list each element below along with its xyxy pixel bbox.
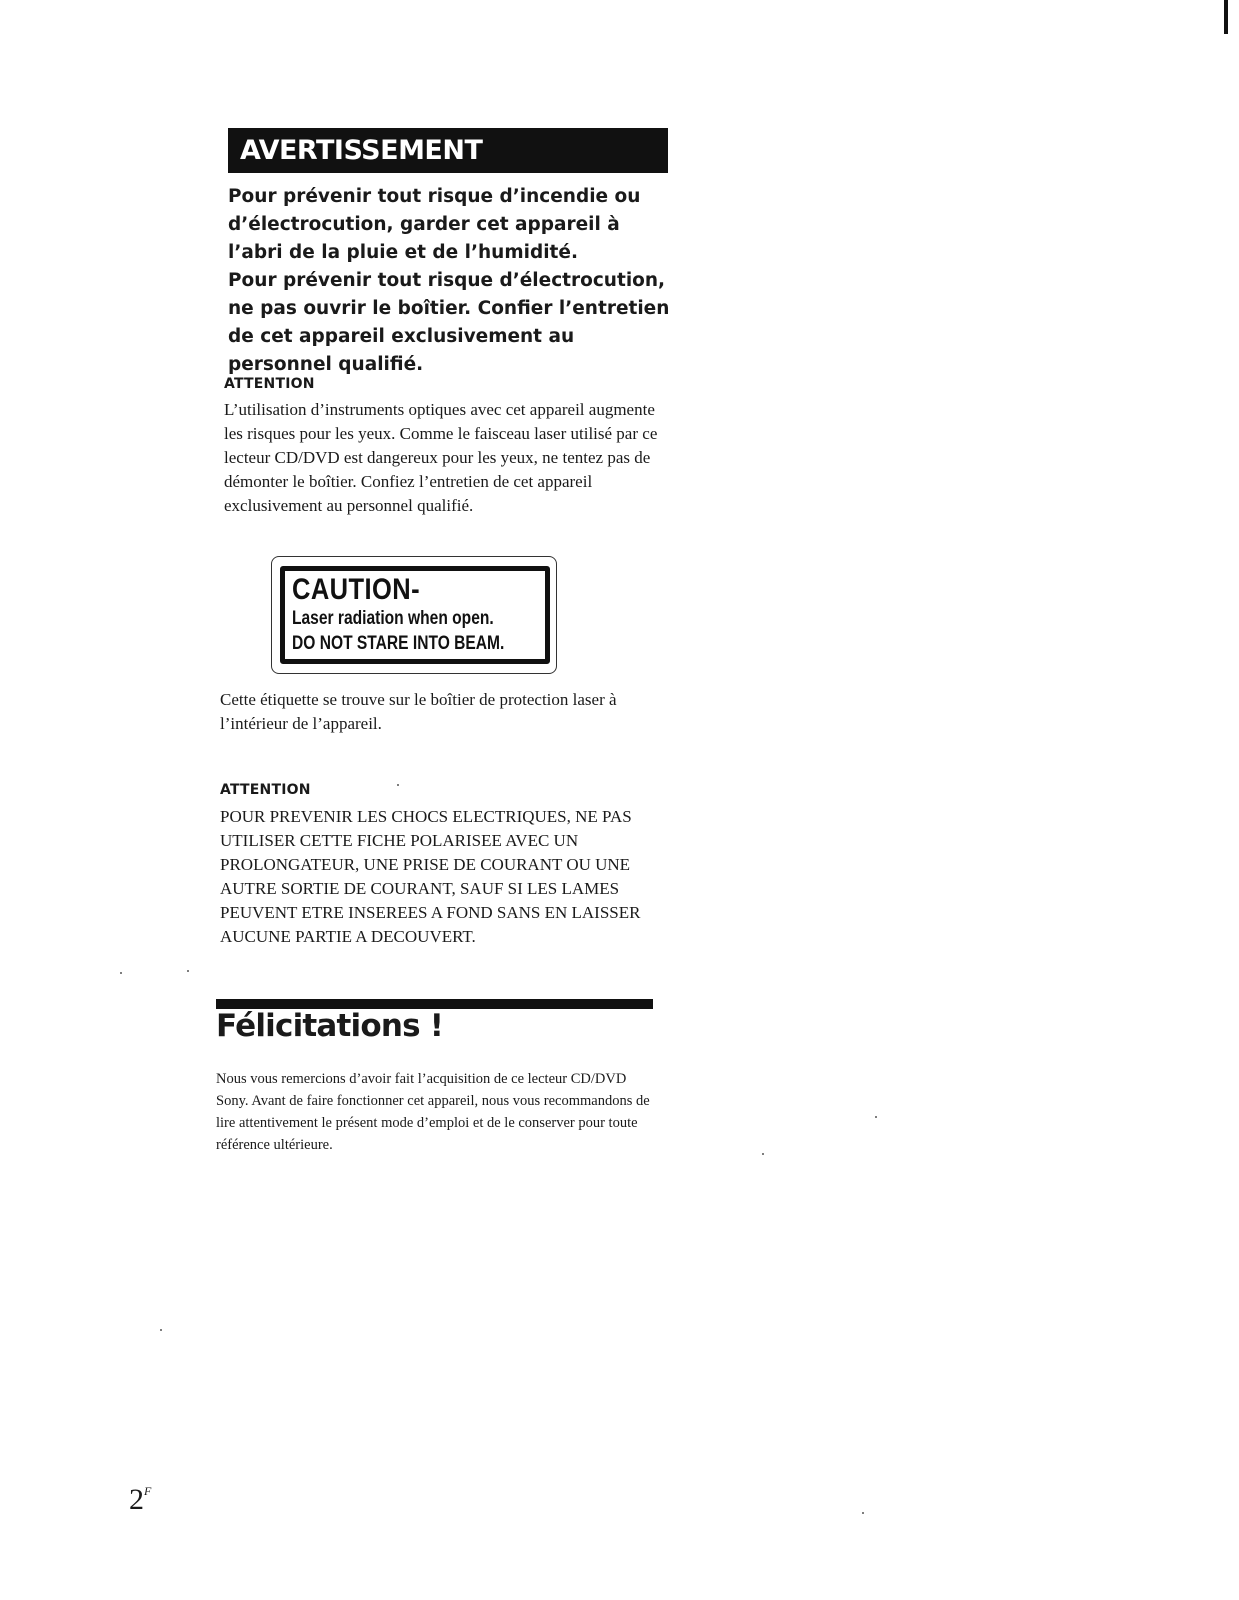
warning-text xyxy=(228,183,678,379)
scan-speck xyxy=(762,1153,764,1155)
scan-speck xyxy=(160,1329,162,1331)
page-number-suffix: F xyxy=(144,1484,152,1498)
scan-speck xyxy=(187,970,189,972)
scan-speck xyxy=(862,1512,864,1514)
scan-speck xyxy=(875,1116,877,1118)
scan-speck xyxy=(120,972,122,974)
scan-speck xyxy=(397,784,399,786)
warning-paragraph-shock: Pour prévenir tout risque d’électrocution, ne pas ouvrir le boîtier. Confier l’entretien de cet appareil exclusivement au personnel qualifié. xyxy=(228,270,670,375)
caution-label-title: CAUTION- xyxy=(292,573,421,606)
warning-header: AVERTISSEMENT xyxy=(228,128,668,173)
scan-edge-mark xyxy=(1224,0,1228,34)
attention-text-laser: L’utilisation d’instruments optiques avec cet appareil augmente les risques pour les yeux. Comme le faisceau laser utilisé par ce lecteur CD/DVD est dangereux pour les yeux, ne tentez pas de démonter le boîtier. Confiez l’entretien de cet appareil exclusivement au personnel qualifié. xyxy=(224,400,658,515)
caution-label-line-1: Laser radiation when open. xyxy=(292,608,494,629)
caution-label xyxy=(280,566,550,664)
attention-label-laser: ATTENTION xyxy=(224,376,315,392)
attention-text-plug: POUR PREVENIR LES CHOCS ELECTRIQUES, NE PAS UTILISER CETTE FICHE POLARISEE AVEC UN PROLONGATEUR, UNE PRISE DE COURANT OU UNE AUTRE SORTIE DE COURANT, SAUF SI LES LAMES PEUVENT ETRE INSEREES A FOND SANS EN LAISSER AUCUNE PARTIE A DECOUVERT. xyxy=(220,807,641,946)
congratulations-text: Nous vous remercions d’avoir fait l’acquisition de ce lecteur CD/DVD Sony. Avant de faire fonctionner cet appareil, nous vous recommandons de lire attentivement le présent mode d’emploi et de le conserver pour toute référence ultérieure. xyxy=(216,1071,650,1153)
attention-label-plug: ATTENTION xyxy=(220,782,311,798)
label-location-note: Cette étiquette se trouve sur le boîtier de protection laser à l’intérieur de l’appareil. xyxy=(220,690,617,733)
page-number-value: 2 xyxy=(129,1483,144,1516)
congratulations-title: Félicitations ! xyxy=(216,1008,444,1044)
caution-label-line-2: DO NOT STARE INTO BEAM. xyxy=(292,633,505,654)
page-number xyxy=(129,1483,151,1517)
warning-paragraph-fire: Pour prévenir tout risque d’incendie ou d’électrocution, garder cet appareil à l’abri de la pluie et de l’humidité. xyxy=(228,186,641,263)
